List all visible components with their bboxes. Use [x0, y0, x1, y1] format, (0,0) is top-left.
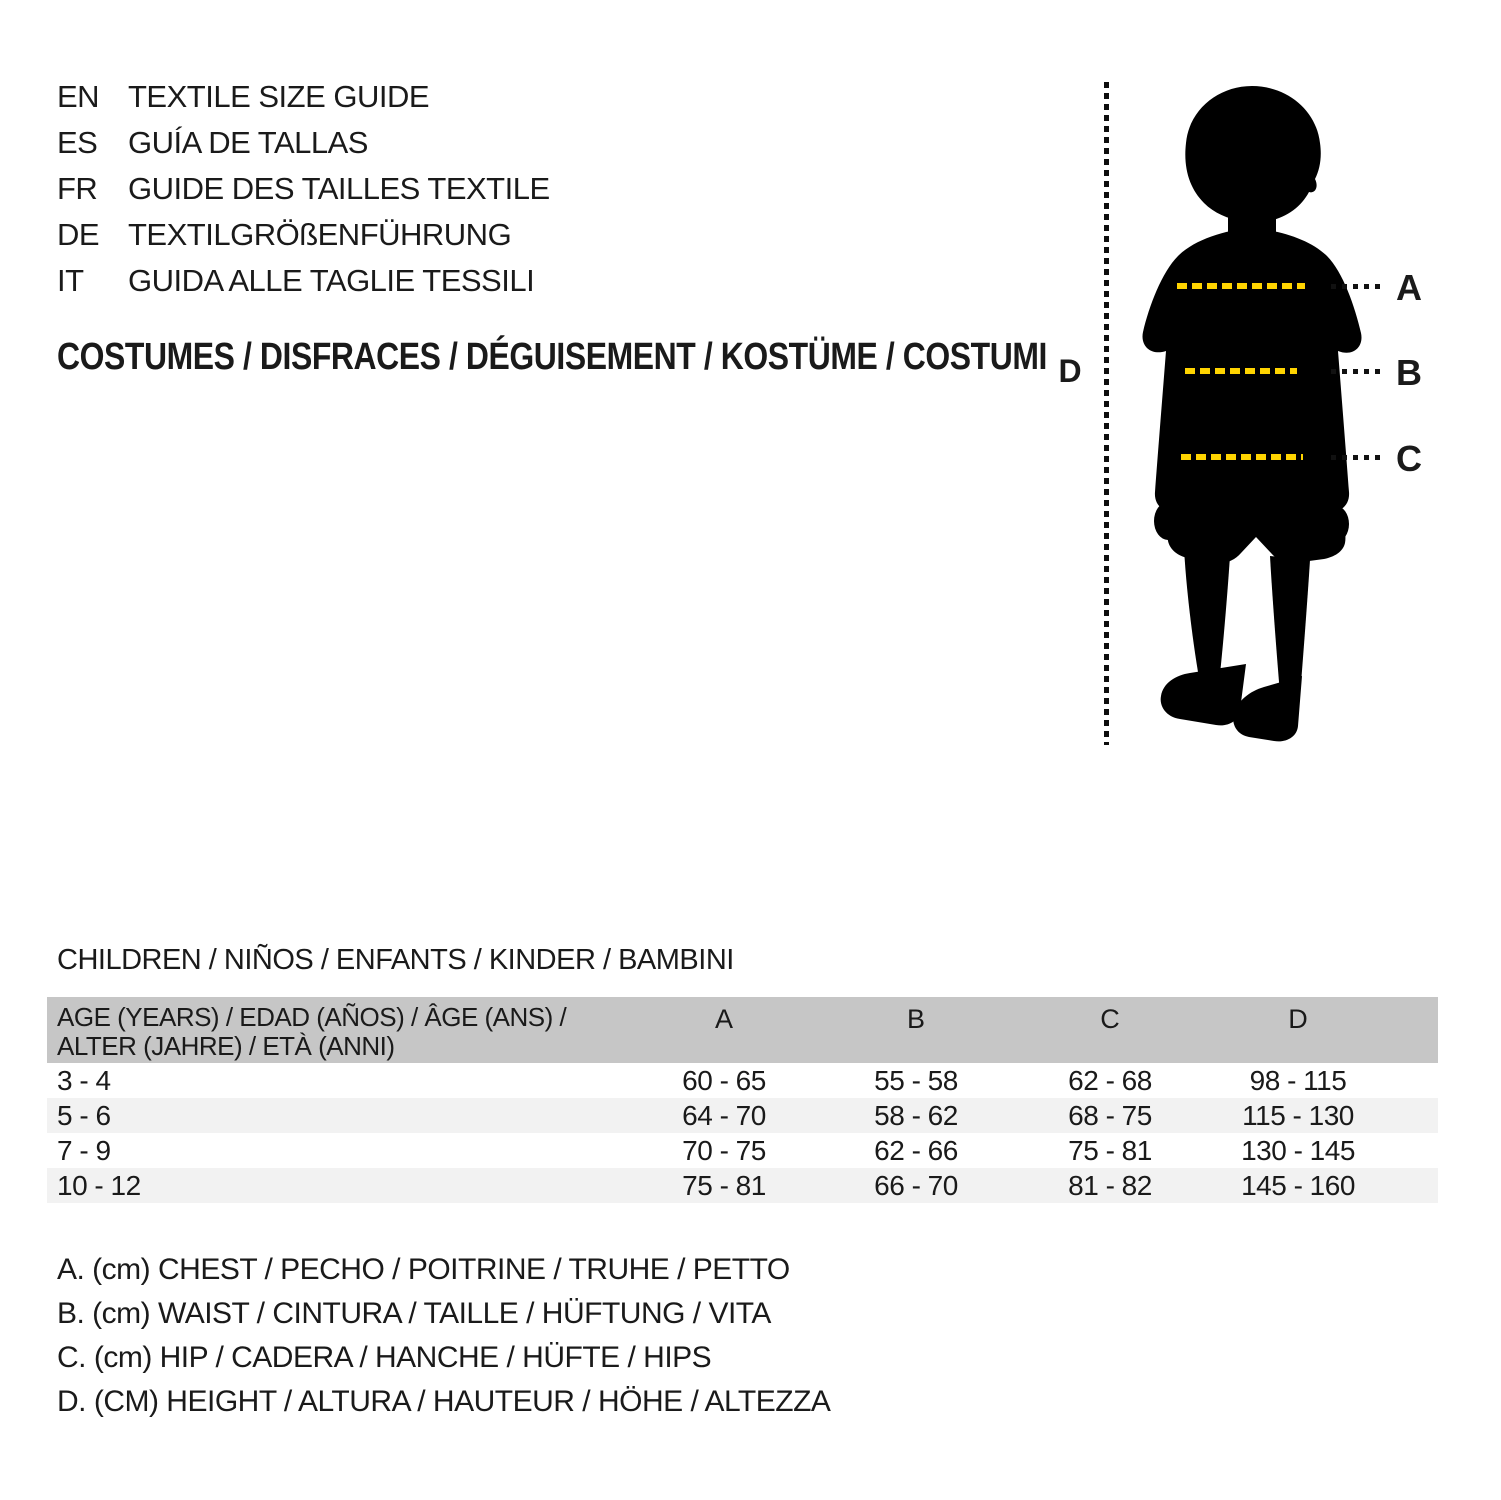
language-row-it — [57, 258, 534, 304]
chest-leader-line — [1331, 284, 1385, 289]
legend-line-chest: A. (cm) CHEST / PECHO / POITRINE / TRUHE / PETTO — [57, 1253, 790, 1286]
language-code: DE — [57, 217, 100, 252]
legend-line-waist: B. (cm) WAIST / CINTURA / TAILLE / HÜFTUNG / VITA — [57, 1297, 771, 1330]
legend-line-hip: C. (cm) HIP / CADERA / HANCHE / HÜFTE / HIPS — [57, 1341, 712, 1374]
hip-label-c: C — [1396, 438, 1422, 479]
height-cell: 115 - 130 — [1242, 1100, 1354, 1131]
language-row-fr — [57, 166, 550, 212]
language-code: FR — [57, 171, 98, 206]
children-section-title: CHILDREN / NIÑOS / ENFANTS / KINDER / BAMBINI — [57, 944, 734, 976]
table-row — [47, 1168, 1438, 1203]
language-label: GUÍA DE TALLAS — [128, 125, 368, 160]
language-label: GUIDE DES TAILLES TEXTILE — [128, 171, 550, 206]
chest-cell: 75 - 81 — [682, 1170, 766, 1201]
column-header-d: D — [1288, 1004, 1308, 1034]
height-cell: 98 - 115 — [1249, 1065, 1347, 1096]
height-cell: 145 - 160 — [1241, 1170, 1355, 1201]
column-header-a: A — [714, 1004, 733, 1034]
legend-line-height: D. (CM) HEIGHT / ALTURA / HAUTEUR / HÖHE / ALTEZZA — [57, 1385, 831, 1418]
language-code: ES — [57, 125, 98, 160]
waist-leader-line — [1331, 369, 1385, 374]
age-cell: 3 - 4 — [57, 1065, 111, 1096]
hip-measure-line — [1181, 454, 1303, 460]
table-row — [47, 1098, 1438, 1133]
hip-cell: 81 - 82 — [1068, 1170, 1152, 1201]
child-silhouette-icon — [1128, 80, 1380, 748]
language-row-en — [57, 74, 429, 120]
table-row — [47, 1133, 1438, 1168]
hip-cell: 75 - 81 — [1068, 1135, 1152, 1166]
language-label: GUIDA ALLE TAGLIE TESSILI — [128, 263, 535, 298]
column-header-c: C — [1100, 1004, 1120, 1034]
height-cell: 130 - 145 — [1241, 1135, 1355, 1166]
category-title: COSTUMES / DISFRACES / DÉGUISEMENT / KOSTÜME / COSTUMI — [57, 336, 1047, 378]
language-label: TEXTILGRÖßENFÜHRUNG — [128, 217, 512, 252]
language-code: IT — [57, 263, 84, 298]
size-table-header — [47, 997, 1438, 1063]
chest-measure-line — [1177, 283, 1305, 289]
waist-cell: 55 - 58 — [874, 1065, 958, 1096]
age-cell: 7 - 9 — [57, 1135, 111, 1166]
chest-cell: 60 - 65 — [682, 1065, 766, 1096]
age-cell: 10 - 12 — [57, 1170, 141, 1201]
age-cell: 5 - 6 — [57, 1100, 111, 1131]
chest-label-a: A — [1396, 267, 1422, 308]
waist-cell: 66 - 70 — [874, 1170, 958, 1201]
language-row-de — [57, 212, 511, 258]
waist-label-b: B — [1396, 352, 1422, 393]
column-header-b: B — [906, 1004, 925, 1034]
hip-cell: 68 - 75 — [1068, 1100, 1152, 1131]
language-row-es — [57, 120, 368, 166]
age-column-header: AGE (YEARS) / EDAD (AÑOS) / ÂGE (ANS) / ALTER (JAHRE) / ETÀ (ANNI) — [57, 1002, 567, 1061]
chest-cell: 70 - 75 — [682, 1135, 766, 1166]
waist-cell: 58 - 62 — [874, 1100, 958, 1131]
height-label-d: D — [1058, 353, 1082, 389]
waist-measure-line — [1185, 368, 1297, 374]
language-code: EN — [57, 79, 100, 114]
height-dashed-line — [1104, 82, 1109, 745]
chest-cell: 64 - 70 — [682, 1100, 766, 1131]
table-row — [47, 1063, 1438, 1098]
waist-cell: 62 - 66 — [874, 1135, 958, 1166]
hip-cell: 62 - 68 — [1068, 1065, 1152, 1096]
hip-leader-line — [1331, 455, 1385, 460]
language-label: TEXTILE SIZE GUIDE — [128, 79, 430, 114]
